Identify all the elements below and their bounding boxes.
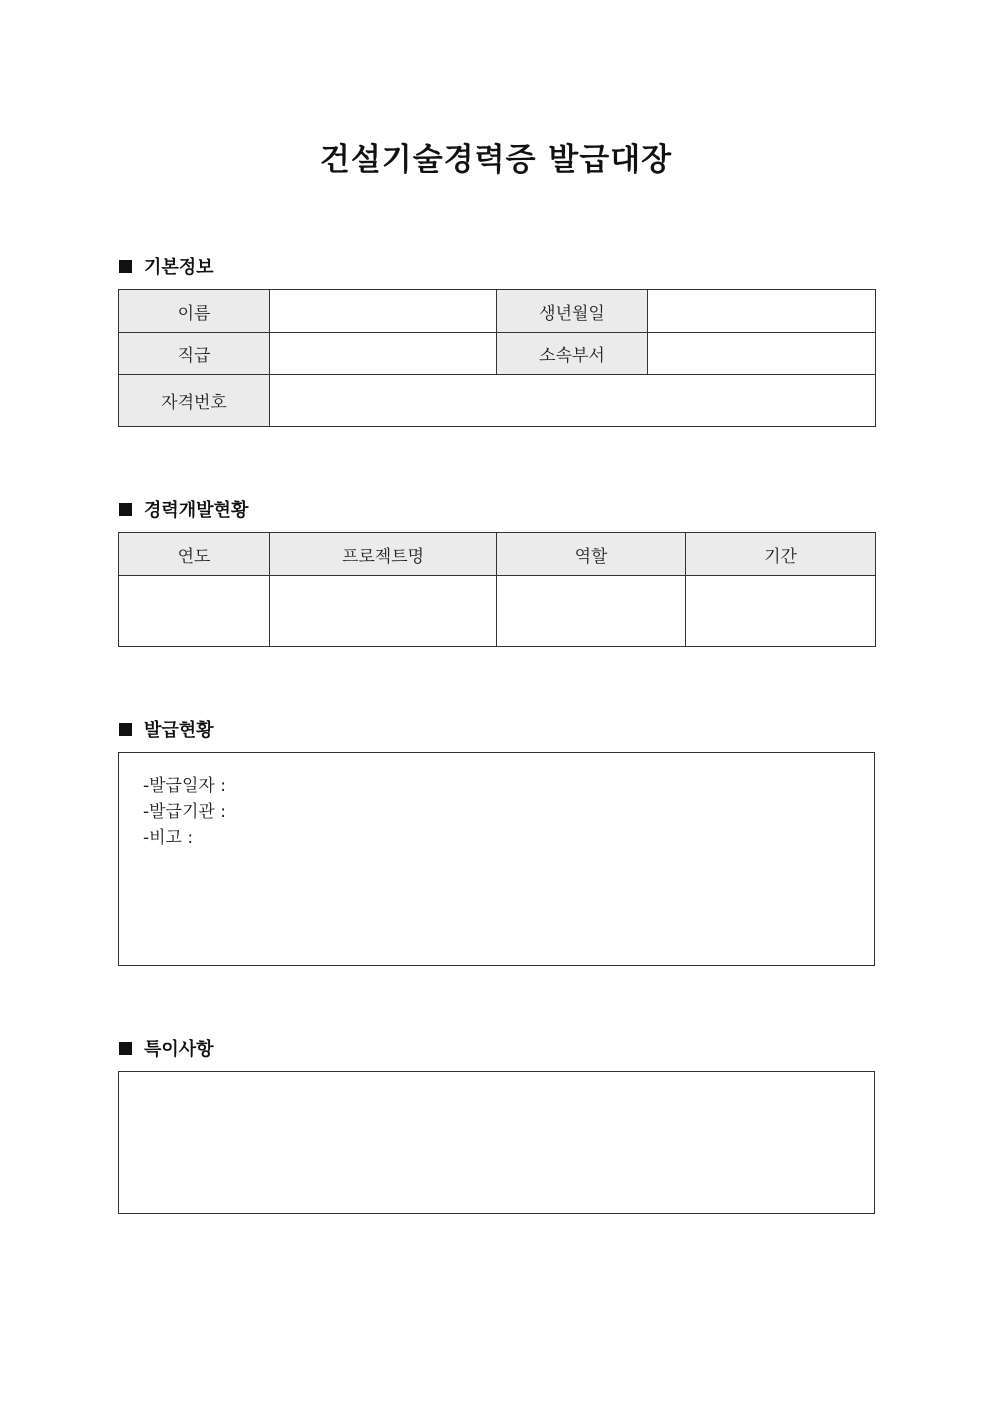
name-field[interactable] — [270, 290, 497, 333]
column-header-year: 연도 — [119, 533, 270, 576]
issue-date-line: -발급일자 : — [143, 776, 226, 796]
square-bullet-icon — [119, 503, 132, 516]
section-heading-label: 특이사항 — [144, 1039, 214, 1060]
year-cell[interactable] — [119, 576, 270, 647]
column-header-project: 프로젝트명 — [270, 533, 497, 576]
career-table — [118, 532, 876, 647]
section-heading-remarks — [119, 1035, 214, 1061]
rank-field[interactable] — [270, 333, 497, 375]
department-field[interactable] — [648, 333, 876, 375]
license-number-field[interactable] — [270, 375, 876, 427]
section-heading-label: 기본정보 — [144, 257, 214, 278]
issuance-box[interactable] — [118, 752, 875, 966]
column-header-role: 역할 — [497, 533, 686, 576]
section-heading-career — [119, 496, 248, 522]
basic-info-table — [118, 289, 876, 427]
square-bullet-icon — [119, 1042, 132, 1055]
license-number-label: 자격번호 — [119, 375, 270, 427]
section-heading-basic-info — [119, 253, 214, 279]
page-title: 건설기술경력증 발급대장 — [319, 142, 673, 178]
birth-date-field[interactable] — [648, 290, 876, 333]
issuing-agency-line: -발급기관 : — [143, 802, 226, 822]
project-cell[interactable] — [270, 576, 497, 647]
name-label: 이름 — [119, 290, 270, 333]
section-heading-label: 경력개발현황 — [144, 500, 249, 521]
rank-label: 직급 — [119, 333, 270, 375]
square-bullet-icon — [119, 723, 132, 736]
role-cell[interactable] — [497, 576, 686, 647]
department-label: 소속부서 — [497, 333, 648, 375]
remarks-box[interactable] — [118, 1071, 875, 1214]
note-line: -비고 : — [143, 828, 194, 848]
section-heading-issuance — [119, 716, 214, 742]
birth-date-label: 생년월일 — [497, 290, 648, 333]
column-header-period: 기간 — [686, 533, 876, 576]
square-bullet-icon — [119, 260, 132, 273]
section-heading-label: 발급현황 — [144, 720, 214, 741]
period-cell[interactable] — [686, 576, 876, 647]
